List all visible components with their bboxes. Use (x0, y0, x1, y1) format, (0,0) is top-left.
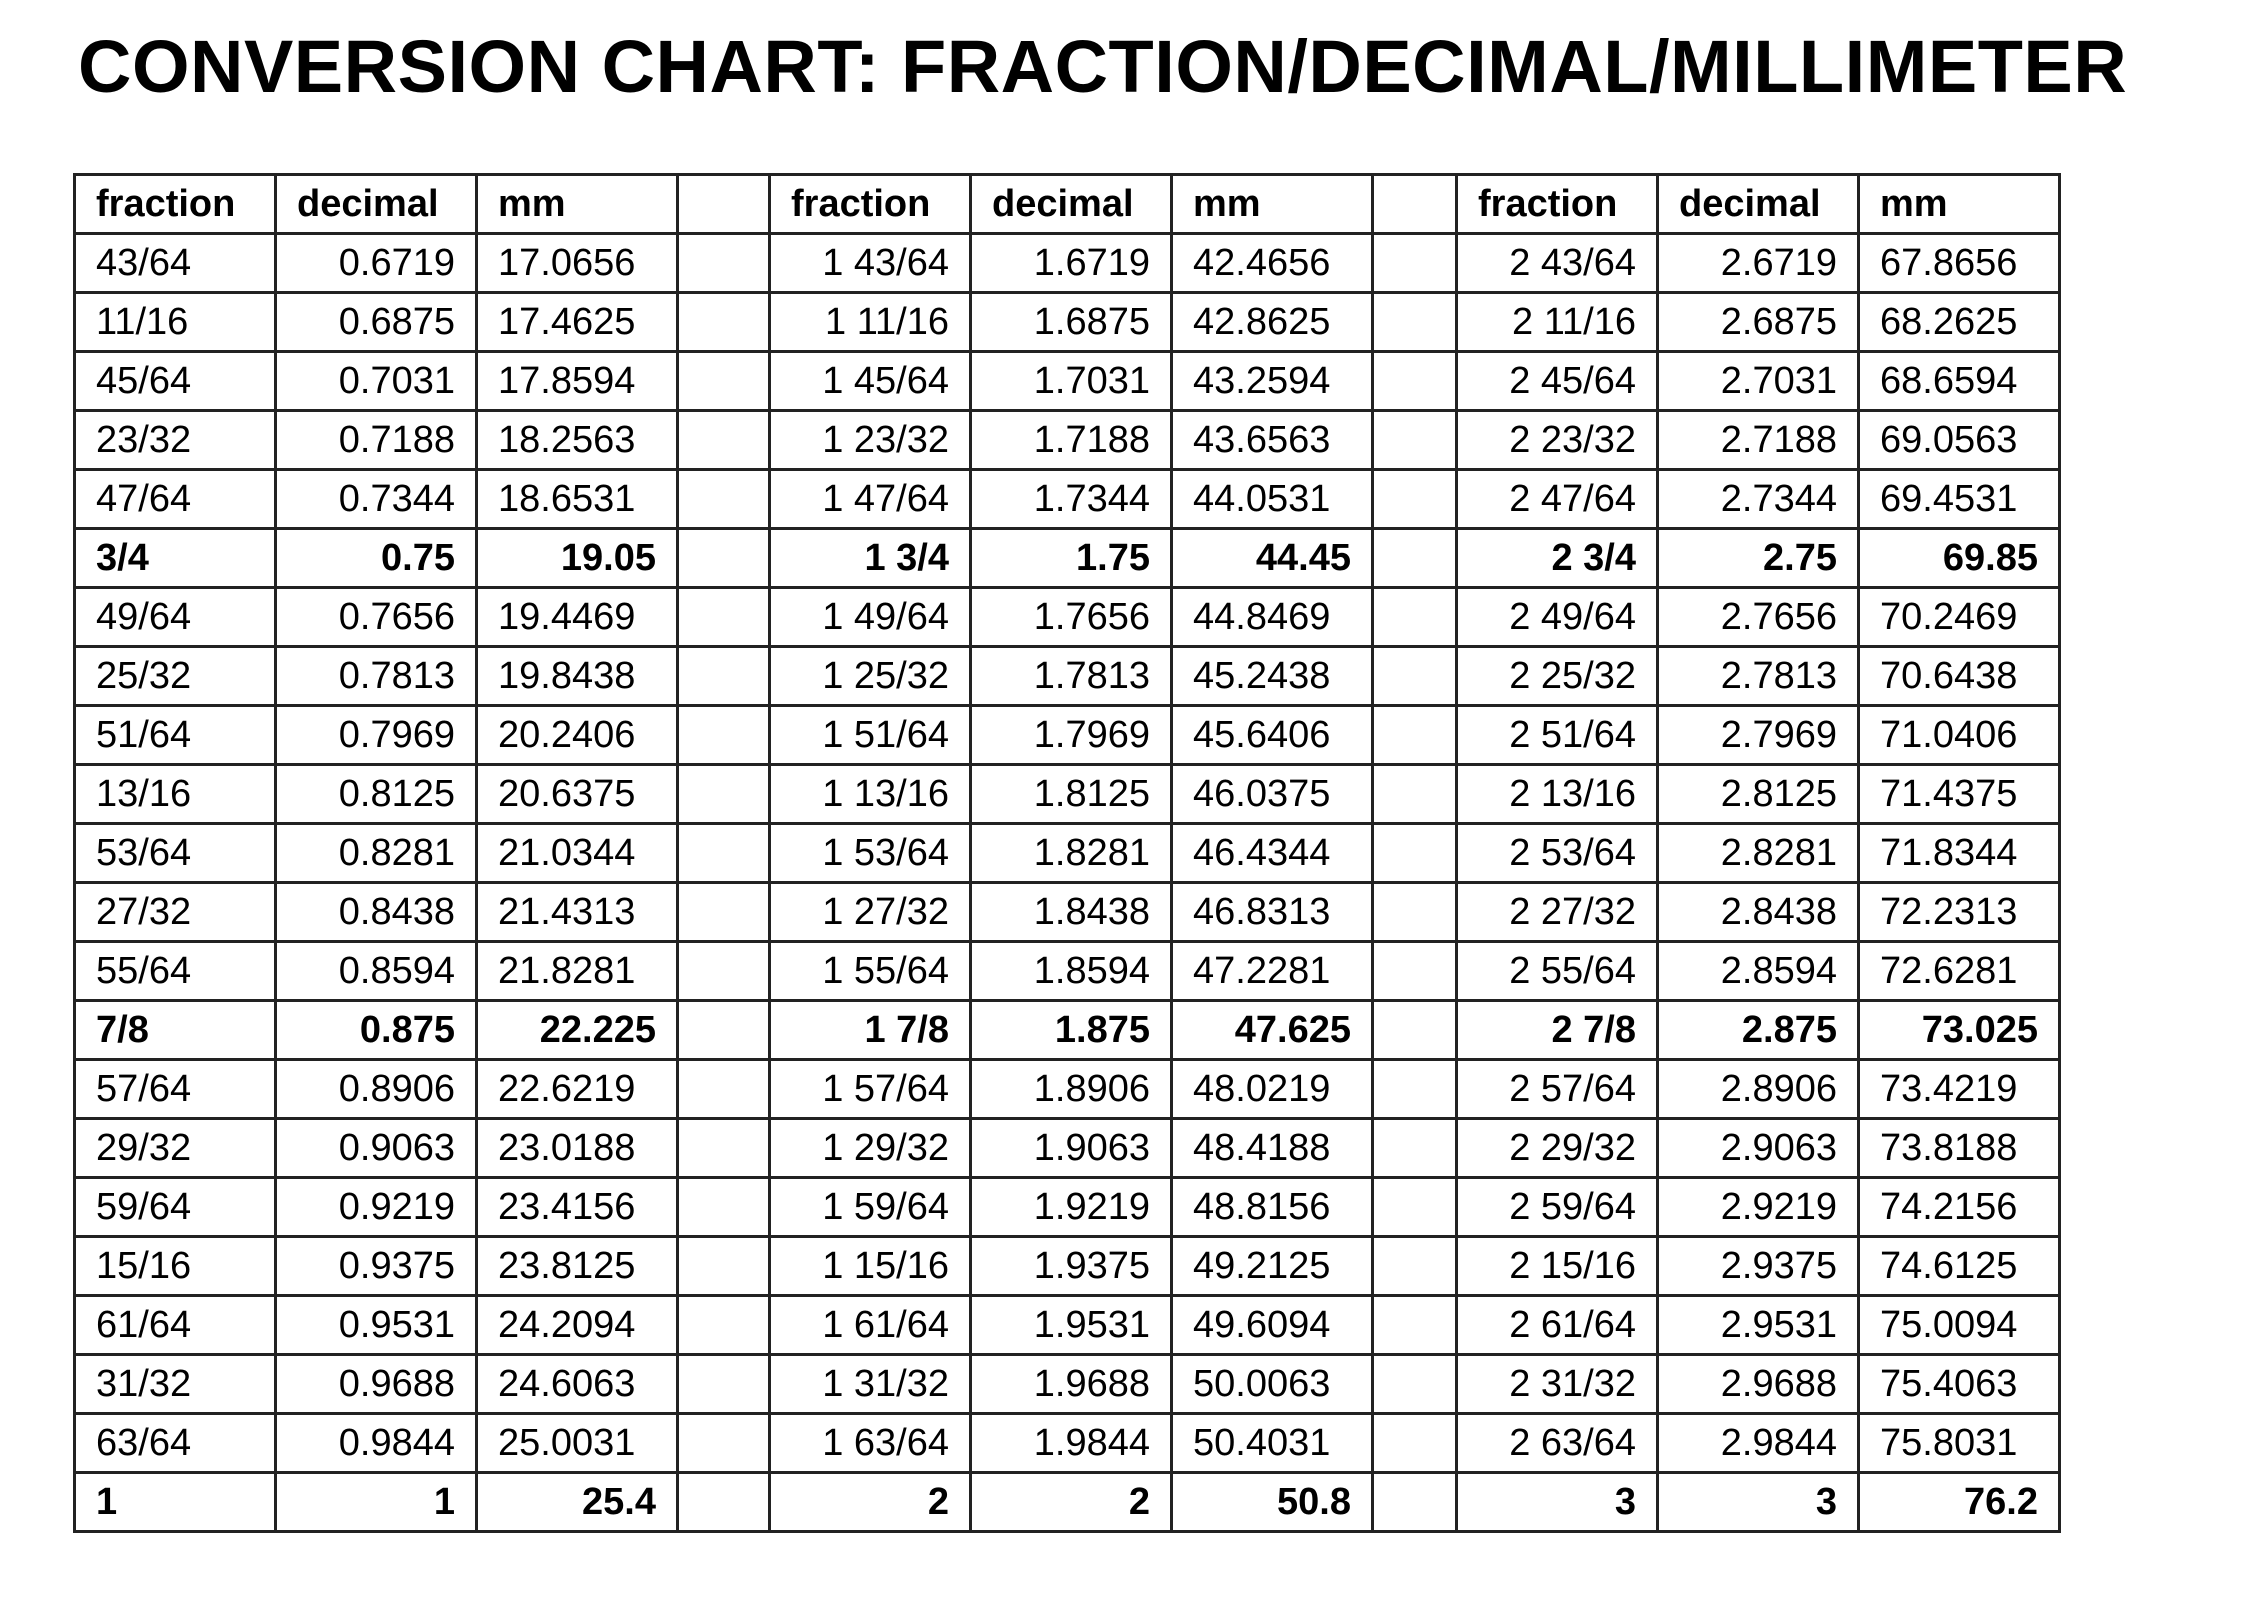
fraction-cell: 31/32 (75, 1355, 276, 1414)
mm-cell: 22.6219 (477, 1060, 678, 1119)
table-body (75, 175, 2060, 1532)
decimal-cell: 0.8438 (276, 883, 477, 942)
mm-cell: 68.2625 (1859, 293, 2060, 352)
spacer-cell (678, 765, 770, 824)
fraction-cell: 1 27/32 (770, 883, 971, 942)
table-row (75, 293, 2060, 352)
decimal-cell: 0.9531 (276, 1296, 477, 1355)
column-header-decimal: decimal (276, 175, 477, 234)
spacer-cell (678, 942, 770, 1001)
mm-cell: 23.0188 (477, 1119, 678, 1178)
decimal-cell: 0.6719 (276, 234, 477, 293)
mm-cell: 18.6531 (477, 470, 678, 529)
mm-cell: 18.2563 (477, 411, 678, 470)
table-row (75, 588, 2060, 647)
spacer-cell (678, 352, 770, 411)
mm-cell: 20.2406 (477, 706, 678, 765)
decimal-cell: 2.9063 (1658, 1119, 1859, 1178)
decimal-cell: 1.8281 (971, 824, 1172, 883)
spacer-cell (678, 1473, 770, 1532)
mm-cell: 42.8625 (1172, 293, 1373, 352)
decimal-cell: 1.9375 (971, 1237, 1172, 1296)
mm-cell: 17.4625 (477, 293, 678, 352)
table-row (75, 706, 2060, 765)
mm-cell: 71.0406 (1859, 706, 2060, 765)
mm-cell: 73.8188 (1859, 1119, 2060, 1178)
fraction-cell: 1 63/64 (770, 1414, 971, 1473)
table-row (75, 470, 2060, 529)
fraction-cell: 2 49/64 (1457, 588, 1658, 647)
mm-cell: 19.05 (477, 529, 678, 588)
fraction-cell: 1 47/64 (770, 470, 971, 529)
decimal-cell: 1.7188 (971, 411, 1172, 470)
conversion-table (73, 173, 2061, 1533)
decimal-cell: 0.8906 (276, 1060, 477, 1119)
mm-cell: 21.0344 (477, 824, 678, 883)
decimal-cell: 2.9531 (1658, 1296, 1859, 1355)
fraction-cell: 49/64 (75, 588, 276, 647)
table-row (75, 1414, 2060, 1473)
decimal-cell: 1.9219 (971, 1178, 1172, 1237)
spacer-cell (1373, 470, 1457, 529)
decimal-cell: 2.8125 (1658, 765, 1859, 824)
fraction-cell: 2 43/64 (1457, 234, 1658, 293)
spacer-cell (678, 411, 770, 470)
fraction-cell: 1 53/64 (770, 824, 971, 883)
mm-cell: 72.2313 (1859, 883, 2060, 942)
mm-cell: 75.8031 (1859, 1414, 2060, 1473)
fraction-cell: 1 31/32 (770, 1355, 971, 1414)
fraction-cell: 1 45/64 (770, 352, 971, 411)
fraction-cell: 2 45/64 (1457, 352, 1658, 411)
decimal-cell: 0.9063 (276, 1119, 477, 1178)
table-row (75, 765, 2060, 824)
mm-cell: 70.6438 (1859, 647, 2060, 706)
decimal-cell: 1.7344 (971, 470, 1172, 529)
mm-cell: 44.45 (1172, 529, 1373, 588)
decimal-cell: 1.7813 (971, 647, 1172, 706)
decimal-cell: 1.9531 (971, 1296, 1172, 1355)
conversion-table-container (73, 173, 2061, 1533)
mm-cell: 67.8656 (1859, 234, 2060, 293)
mm-cell: 71.4375 (1859, 765, 2060, 824)
fraction-cell: 1 57/64 (770, 1060, 971, 1119)
decimal-cell: 0.8281 (276, 824, 477, 883)
decimal-cell: 1.8438 (971, 883, 1172, 942)
decimal-cell: 1.8594 (971, 942, 1172, 1001)
spacer-cell (678, 175, 770, 234)
mm-cell: 49.2125 (1172, 1237, 1373, 1296)
mm-cell: 74.2156 (1859, 1178, 2060, 1237)
fraction-cell: 2 25/32 (1457, 647, 1658, 706)
spacer-cell (1373, 293, 1457, 352)
column-header-fraction: fraction (75, 175, 276, 234)
table-row (75, 1001, 2060, 1060)
fraction-cell: 2 53/64 (1457, 824, 1658, 883)
decimal-cell: 0.7969 (276, 706, 477, 765)
decimal-cell: 0.7031 (276, 352, 477, 411)
mm-cell: 22.225 (477, 1001, 678, 1060)
mm-cell: 21.4313 (477, 883, 678, 942)
spacer-cell (1373, 175, 1457, 234)
spacer-cell (678, 706, 770, 765)
page-title: CONVERSION CHART: FRACTION/DECIMAL/MILLIMETER (78, 25, 2128, 108)
fraction-cell: 25/32 (75, 647, 276, 706)
header-row (75, 175, 2060, 234)
column-header-mm: mm (1172, 175, 1373, 234)
fraction-cell: 63/64 (75, 1414, 276, 1473)
mm-cell: 44.0531 (1172, 470, 1373, 529)
spacer-cell (1373, 352, 1457, 411)
mm-cell: 46.8313 (1172, 883, 1373, 942)
decimal-cell: 0.7188 (276, 411, 477, 470)
mm-cell: 20.6375 (477, 765, 678, 824)
fraction-cell: 1 49/64 (770, 588, 971, 647)
spacer-cell (678, 824, 770, 883)
decimal-cell: 0.75 (276, 529, 477, 588)
spacer-cell (1373, 1001, 1457, 1060)
decimal-cell: 2.7188 (1658, 411, 1859, 470)
mm-cell: 50.0063 (1172, 1355, 1373, 1414)
spacer-cell (1373, 411, 1457, 470)
fraction-cell: 1 7/8 (770, 1001, 971, 1060)
mm-cell: 69.0563 (1859, 411, 2060, 470)
decimal-cell: 0.7813 (276, 647, 477, 706)
fraction-cell: 1 25/32 (770, 647, 971, 706)
decimal-cell: 0.9688 (276, 1355, 477, 1414)
fraction-cell: 51/64 (75, 706, 276, 765)
decimal-cell: 1.9844 (971, 1414, 1172, 1473)
spacer-cell (678, 470, 770, 529)
fraction-cell: 1 15/16 (770, 1237, 971, 1296)
spacer-cell (1373, 1414, 1457, 1473)
spacer-cell (1373, 529, 1457, 588)
decimal-cell: 0.9219 (276, 1178, 477, 1237)
spacer-cell (1373, 765, 1457, 824)
spacer-cell (1373, 1296, 1457, 1355)
fraction-cell: 2 29/32 (1457, 1119, 1658, 1178)
decimal-cell: 2.7813 (1658, 647, 1859, 706)
fraction-cell: 57/64 (75, 1060, 276, 1119)
decimal-cell: 0.9375 (276, 1237, 477, 1296)
mm-cell: 76.2 (1859, 1473, 2060, 1532)
fraction-cell: 3 (1457, 1473, 1658, 1532)
fraction-cell: 1 59/64 (770, 1178, 971, 1237)
spacer-cell (1373, 588, 1457, 647)
mm-cell: 50.8 (1172, 1473, 1373, 1532)
decimal-cell: 1.9688 (971, 1355, 1172, 1414)
decimal-cell: 1.6875 (971, 293, 1172, 352)
fraction-cell: 1 29/32 (770, 1119, 971, 1178)
fraction-cell: 2 15/16 (1457, 1237, 1658, 1296)
mm-cell: 17.8594 (477, 352, 678, 411)
decimal-cell: 1.7969 (971, 706, 1172, 765)
column-header-decimal: decimal (1658, 175, 1859, 234)
mm-cell: 42.4656 (1172, 234, 1373, 293)
decimal-cell: 2.8281 (1658, 824, 1859, 883)
decimal-cell: 2.75 (1658, 529, 1859, 588)
column-header-mm: mm (477, 175, 678, 234)
fraction-cell: 53/64 (75, 824, 276, 883)
decimal-cell: 1 (276, 1473, 477, 1532)
mm-cell: 75.0094 (1859, 1296, 2060, 1355)
decimal-cell: 0.9844 (276, 1414, 477, 1473)
fraction-cell: 13/16 (75, 765, 276, 824)
fraction-cell: 2 31/32 (1457, 1355, 1658, 1414)
column-header-mm: mm (1859, 175, 2060, 234)
spacer-cell (678, 1001, 770, 1060)
table-row (75, 883, 2060, 942)
column-header-fraction: fraction (1457, 175, 1658, 234)
fraction-cell: 1 (75, 1473, 276, 1532)
fraction-cell: 1 51/64 (770, 706, 971, 765)
mm-cell: 48.8156 (1172, 1178, 1373, 1237)
decimal-cell: 2.6875 (1658, 293, 1859, 352)
fraction-cell: 29/32 (75, 1119, 276, 1178)
fraction-cell: 1 43/64 (770, 234, 971, 293)
spacer-cell (678, 1296, 770, 1355)
decimal-cell: 1.6719 (971, 234, 1172, 293)
fraction-cell: 43/64 (75, 234, 276, 293)
fraction-cell: 55/64 (75, 942, 276, 1001)
fraction-cell: 1 13/16 (770, 765, 971, 824)
mm-cell: 45.2438 (1172, 647, 1373, 706)
mm-cell: 45.6406 (1172, 706, 1373, 765)
mm-cell: 25.0031 (477, 1414, 678, 1473)
fraction-cell: 1 23/32 (770, 411, 971, 470)
mm-cell: 46.0375 (1172, 765, 1373, 824)
fraction-cell: 2 (770, 1473, 971, 1532)
spacer-cell (678, 1355, 770, 1414)
fraction-cell: 3/4 (75, 529, 276, 588)
spacer-cell (678, 883, 770, 942)
spacer-cell (1373, 1119, 1457, 1178)
spacer-cell (678, 1414, 770, 1473)
decimal-cell: 2.7656 (1658, 588, 1859, 647)
spacer-cell (678, 1060, 770, 1119)
decimal-cell: 2.9688 (1658, 1355, 1859, 1414)
fraction-cell: 1 11/16 (770, 293, 971, 352)
decimal-cell: 1.9063 (971, 1119, 1172, 1178)
fraction-cell: 23/32 (75, 411, 276, 470)
fraction-cell: 7/8 (75, 1001, 276, 1060)
table-row (75, 1473, 2060, 1532)
table-row (75, 529, 2060, 588)
fraction-cell: 2 55/64 (1457, 942, 1658, 1001)
spacer-cell (678, 1237, 770, 1296)
decimal-cell: 0.8125 (276, 765, 477, 824)
mm-cell: 73.025 (1859, 1001, 2060, 1060)
decimal-cell: 2.8594 (1658, 942, 1859, 1001)
spacer-cell (1373, 706, 1457, 765)
spacer-cell (678, 529, 770, 588)
spacer-cell (678, 588, 770, 647)
table-row (75, 1119, 2060, 1178)
table-row (75, 1060, 2060, 1119)
spacer-cell (678, 647, 770, 706)
table-row (75, 234, 2060, 293)
mm-cell: 50.4031 (1172, 1414, 1373, 1473)
decimal-cell: 2.7969 (1658, 706, 1859, 765)
decimal-cell: 0.7344 (276, 470, 477, 529)
mm-cell: 71.8344 (1859, 824, 2060, 883)
fraction-cell: 2 13/16 (1457, 765, 1658, 824)
mm-cell: 47.2281 (1172, 942, 1373, 1001)
mm-cell: 48.0219 (1172, 1060, 1373, 1119)
decimal-cell: 2.875 (1658, 1001, 1859, 1060)
fraction-cell: 2 47/64 (1457, 470, 1658, 529)
fraction-cell: 2 7/8 (1457, 1001, 1658, 1060)
table-row (75, 1355, 2060, 1414)
column-header-fraction: fraction (770, 175, 971, 234)
mm-cell: 74.6125 (1859, 1237, 2060, 1296)
mm-cell: 73.4219 (1859, 1060, 2060, 1119)
spacer-cell (1373, 1355, 1457, 1414)
fraction-cell: 15/16 (75, 1237, 276, 1296)
fraction-cell: 2 3/4 (1457, 529, 1658, 588)
mm-cell: 24.6063 (477, 1355, 678, 1414)
mm-cell: 19.4469 (477, 588, 678, 647)
spacer-cell (678, 293, 770, 352)
fraction-cell: 2 11/16 (1457, 293, 1658, 352)
mm-cell: 72.6281 (1859, 942, 2060, 1001)
mm-cell: 75.4063 (1859, 1355, 2060, 1414)
decimal-cell: 0.6875 (276, 293, 477, 352)
spacer-cell (678, 1119, 770, 1178)
fraction-cell: 61/64 (75, 1296, 276, 1355)
mm-cell: 44.8469 (1172, 588, 1373, 647)
spacer-cell (1373, 1060, 1457, 1119)
decimal-cell: 3 (1658, 1473, 1859, 1532)
fraction-cell: 1 61/64 (770, 1296, 971, 1355)
mm-cell: 21.8281 (477, 942, 678, 1001)
decimal-cell: 0.8594 (276, 942, 477, 1001)
fraction-cell: 45/64 (75, 352, 276, 411)
spacer-cell (1373, 942, 1457, 1001)
mm-cell: 43.6563 (1172, 411, 1373, 470)
spacer-cell (678, 1178, 770, 1237)
fraction-cell: 1 3/4 (770, 529, 971, 588)
fraction-cell: 59/64 (75, 1178, 276, 1237)
spacer-cell (1373, 1178, 1457, 1237)
mm-cell: 19.8438 (477, 647, 678, 706)
mm-cell: 23.8125 (477, 1237, 678, 1296)
mm-cell: 68.6594 (1859, 352, 2060, 411)
decimal-cell: 2 (971, 1473, 1172, 1532)
spacer-cell (1373, 824, 1457, 883)
spacer-cell (1373, 1473, 1457, 1532)
fraction-cell: 2 59/64 (1457, 1178, 1658, 1237)
mm-cell: 48.4188 (1172, 1119, 1373, 1178)
decimal-cell: 1.8906 (971, 1060, 1172, 1119)
table-row (75, 352, 2060, 411)
mm-cell: 46.4344 (1172, 824, 1373, 883)
table-row (75, 824, 2060, 883)
table-row (75, 1296, 2060, 1355)
mm-cell: 17.0656 (477, 234, 678, 293)
table-row (75, 942, 2060, 1001)
spacer-cell (678, 234, 770, 293)
decimal-cell: 2.9375 (1658, 1237, 1859, 1296)
fraction-cell: 2 23/32 (1457, 411, 1658, 470)
fraction-cell: 27/32 (75, 883, 276, 942)
fraction-cell: 1 55/64 (770, 942, 971, 1001)
fraction-cell: 2 27/32 (1457, 883, 1658, 942)
decimal-cell: 1.8125 (971, 765, 1172, 824)
mm-cell: 47.625 (1172, 1001, 1373, 1060)
column-header-decimal: decimal (971, 175, 1172, 234)
table-row (75, 411, 2060, 470)
fraction-cell: 2 63/64 (1457, 1414, 1658, 1473)
decimal-cell: 2.8906 (1658, 1060, 1859, 1119)
mm-cell: 23.4156 (477, 1178, 678, 1237)
mm-cell: 69.4531 (1859, 470, 2060, 529)
mm-cell: 49.6094 (1172, 1296, 1373, 1355)
mm-cell: 70.2469 (1859, 588, 2060, 647)
decimal-cell: 2.9219 (1658, 1178, 1859, 1237)
decimal-cell: 1.875 (971, 1001, 1172, 1060)
decimal-cell: 1.75 (971, 529, 1172, 588)
decimal-cell: 2.7031 (1658, 352, 1859, 411)
decimal-cell: 2.8438 (1658, 883, 1859, 942)
mm-cell: 25.4 (477, 1473, 678, 1532)
spacer-cell (1373, 1237, 1457, 1296)
decimal-cell: 2.9844 (1658, 1414, 1859, 1473)
mm-cell: 24.2094 (477, 1296, 678, 1355)
table-row (75, 647, 2060, 706)
fraction-cell: 2 61/64 (1457, 1296, 1658, 1355)
fraction-cell: 2 57/64 (1457, 1060, 1658, 1119)
mm-cell: 43.2594 (1172, 352, 1373, 411)
spacer-cell (1373, 234, 1457, 293)
mm-cell: 69.85 (1859, 529, 2060, 588)
table-row (75, 1178, 2060, 1237)
spacer-cell (1373, 647, 1457, 706)
decimal-cell: 1.7031 (971, 352, 1172, 411)
decimal-cell: 2.7344 (1658, 470, 1859, 529)
decimal-cell: 2.6719 (1658, 234, 1859, 293)
spacer-cell (1373, 883, 1457, 942)
fraction-cell: 11/16 (75, 293, 276, 352)
decimal-cell: 0.875 (276, 1001, 477, 1060)
decimal-cell: 1.7656 (971, 588, 1172, 647)
decimal-cell: 0.7656 (276, 588, 477, 647)
fraction-cell: 47/64 (75, 470, 276, 529)
table-row (75, 1237, 2060, 1296)
fraction-cell: 2 51/64 (1457, 706, 1658, 765)
